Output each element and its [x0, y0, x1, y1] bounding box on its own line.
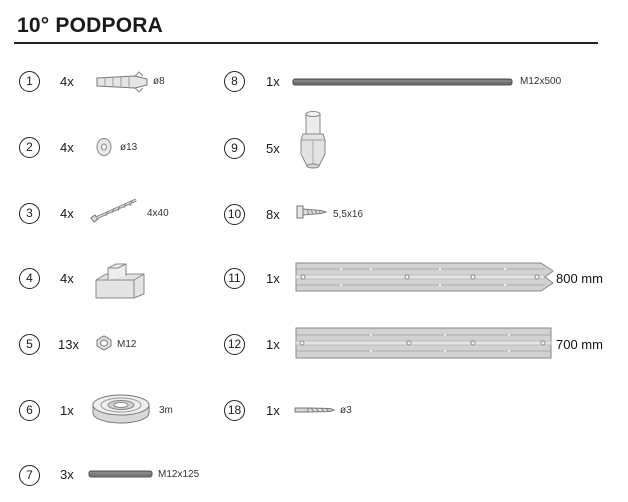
part-spec-label: ø8 — [153, 76, 165, 87]
part-length-label: 700 mm — [556, 337, 603, 352]
part-number-badge: 11 — [224, 268, 245, 289]
part-number-badge: 8 — [224, 71, 245, 92]
part-number-badge: 18 — [224, 400, 245, 421]
nut-icon — [94, 334, 114, 352]
part-quantity: 4x — [60, 140, 74, 155]
part-spec-label: 5,5x16 — [333, 209, 364, 220]
part-spec-label: 4x40 — [147, 208, 169, 219]
part-number-badge: 12 — [224, 334, 245, 355]
part-spec-label: 3m — [159, 405, 173, 416]
part-number-badge: 1 — [19, 71, 40, 92]
part-length-label: 800 mm — [556, 271, 603, 286]
self-tapping-screw-icon — [294, 203, 328, 221]
part-quantity: 1x — [266, 271, 280, 286]
title-divider — [14, 42, 598, 44]
rail-profile-icon — [295, 326, 553, 360]
threaded-rod-long-icon — [292, 77, 514, 87]
part-quantity: 4x — [60, 271, 74, 286]
part-number-badge: 10 — [224, 204, 245, 225]
screw-icon — [88, 196, 142, 226]
part-quantity: 1x — [60, 403, 74, 418]
part-quantity: 1x — [266, 74, 280, 89]
part-quantity: 1x — [266, 337, 280, 352]
wall-plug-icon — [95, 70, 150, 94]
part-quantity: 13x — [58, 337, 79, 352]
part-number-badge: 4 — [19, 268, 40, 289]
part-number-badge: 5 — [19, 334, 40, 355]
part-quantity: 4x — [60, 206, 74, 221]
tape-roll-icon — [90, 392, 154, 428]
drill-bit-icon — [294, 405, 336, 415]
adjustable-foot-icon — [293, 110, 333, 176]
part-number-badge: 9 — [224, 138, 245, 159]
clamp-block-icon — [92, 260, 150, 300]
part-spec-label: ø3 — [340, 405, 352, 416]
threaded-rod-short-icon — [88, 469, 154, 479]
part-quantity: 4x — [60, 74, 74, 89]
part-quantity: 5x — [266, 141, 280, 156]
part-number-badge: 2 — [19, 137, 40, 158]
part-number-badge: 6 — [19, 400, 40, 421]
part-quantity: 3x — [60, 467, 74, 482]
part-quantity: 8x — [266, 207, 280, 222]
part-spec-label: M12 — [117, 339, 137, 350]
part-spec-label: M12x125 — [158, 469, 200, 480]
part-spec-label: M12x500 — [520, 76, 562, 87]
part-quantity: 1x — [266, 403, 280, 418]
washer-icon — [93, 137, 115, 157]
page-title: 10° PODPORA — [17, 14, 163, 37]
part-number-badge: 3 — [19, 203, 40, 224]
rail-profile-icon — [295, 261, 557, 293]
part-spec-label: ø13 — [120, 142, 138, 153]
part-number-badge: 7 — [19, 465, 40, 486]
